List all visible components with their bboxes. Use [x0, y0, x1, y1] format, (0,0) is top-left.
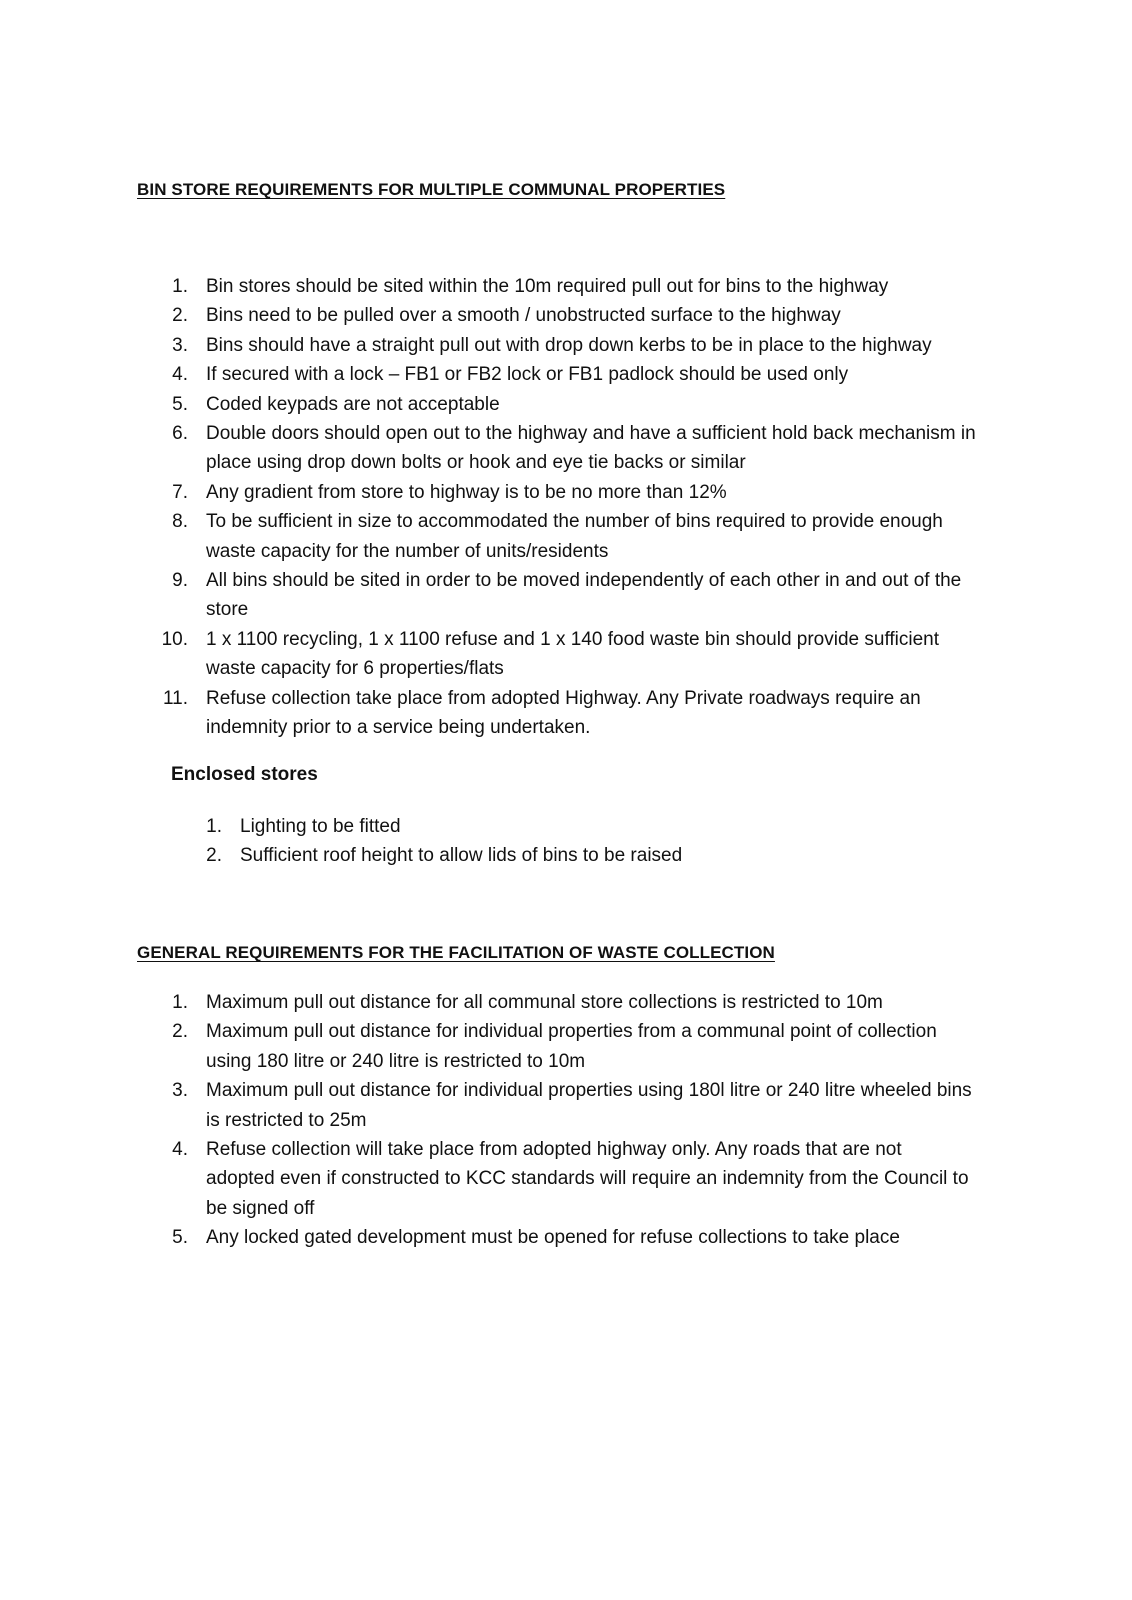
list-item-text-line: If secured with a lock – FB1 or FB2 lock or FB1 padlock should be used only	[206, 364, 849, 386]
enclosed-stores-list	[0, 812, 682, 871]
list-item	[0, 478, 976, 507]
list-item	[0, 272, 976, 301]
list-item-number: 1.	[172, 992, 188, 1013]
bin-store-requirements-list	[0, 272, 976, 743]
list-item-text-line: Maximum pull out distance for individual properties from a communal point of collection	[206, 1021, 937, 1043]
list-item-text-line: All bins should be sited in order to be moved independently of each other in and out of the	[206, 570, 962, 592]
list-item	[0, 566, 976, 625]
section-heading-general-requirements: GENERAL REQUIREMENTS FOR THE FACILITATION OF WASTE COLLECTION	[137, 943, 775, 962]
list-item	[0, 841, 682, 870]
list-item	[0, 1076, 972, 1135]
list-item-text-line: indemnity prior to a service being undertaken.	[206, 717, 591, 739]
list-item-text-line: be signed off	[206, 1197, 315, 1219]
list-item-text-line: Refuse collection take place from adopted Highway. Any Private roadways require an	[206, 687, 921, 709]
list-item-text-line: Maximum pull out distance for all communal store collections is restricted to 10m	[206, 992, 883, 1013]
list-item-number: 8.	[172, 511, 188, 533]
list-item-text-line: Bins should have a straight pull out with drop down kerbs to be in place to the highway	[206, 334, 932, 356]
general-requirements-list	[0, 988, 972, 1253]
list-item-text-line: Double doors should open out to the highway and have a sufficient hold back mechanism in	[206, 423, 976, 445]
list-item-number: 3.	[172, 1080, 188, 1102]
list-item-text-line: To be sufficient in size to accommodated the number of bins required to provide enough	[206, 511, 943, 533]
list-item	[0, 684, 976, 743]
list-item-number: 2.	[172, 305, 188, 327]
list-item-number: 5.	[172, 393, 188, 415]
list-item	[0, 390, 976, 419]
list-item	[0, 507, 976, 566]
list-item-number: 1.	[206, 816, 222, 837]
section-heading-bin-store: BIN STORE REQUIREMENTS FOR MULTIPLE COMMUNAL PROPERTIES	[137, 180, 726, 199]
list-item-number: 5.	[172, 1227, 188, 1249]
list-item-text-line: using 180 litre or 240 litre is restricted to 10m	[206, 1050, 586, 1072]
list-item-text-line: place using drop down bolts or hook and eye tie backs or similar	[206, 452, 746, 474]
list-item-number: 4.	[172, 1139, 188, 1161]
list-item-number: 2.	[172, 1021, 188, 1043]
list-item-number: 6.	[172, 423, 188, 445]
list-item-text-line: adopted even if constructed to KCC standards will require an indemnity from the Council to	[206, 1168, 969, 1190]
list-item-text-line: Any gradient from store to highway is to be no more than 12%	[206, 481, 727, 503]
list-item-text-line: 1 x 1100 recycling, 1 x 1100 refuse and 1 x 140 food waste bin should provide sufficient	[206, 628, 940, 650]
list-item-text-line: Maximum pull out distance for individual properties using 180l litre or 240 litre wheeled bins	[206, 1080, 972, 1102]
list-item	[0, 1017, 972, 1076]
list-item-text-line: waste capacity for the number of units/residents	[206, 540, 609, 562]
list-item-text-line: waste capacity for 6 properties/flats	[206, 658, 504, 680]
list-item-text-line: Any locked gated development must be opened for refuse collections to take place	[206, 1227, 900, 1249]
list-item-text-line: is restricted to 25m	[206, 1109, 367, 1131]
list-item-text-line: Lighting to be fitted	[240, 816, 401, 837]
list-item-text-line: Bins need to be pulled over a smooth / unobstructed surface to the highway	[206, 305, 841, 327]
subheading-enclosed-stores: Enclosed stores	[171, 764, 318, 785]
list-item-number: 2.	[206, 845, 222, 867]
list-item-text-line: store	[206, 599, 249, 621]
list-item-number: 3.	[172, 334, 188, 356]
list-item-text-line: Coded keypads are not acceptable	[206, 393, 500, 415]
list-item	[0, 988, 972, 1017]
list-item	[0, 419, 976, 478]
list-item	[0, 625, 976, 684]
list-item-number: 4.	[172, 364, 188, 386]
list-item-number: 10.	[161, 628, 188, 650]
list-item	[0, 331, 976, 360]
list-item-number: 1.	[172, 276, 188, 297]
list-item-number: 7.	[172, 481, 188, 503]
list-item	[0, 1223, 972, 1252]
list-item-number: 11.	[162, 687, 188, 709]
list-item	[0, 1135, 972, 1223]
list-item-number: 9.	[172, 570, 188, 592]
list-item-text-line: Bin stores should be sited within the 10m required pull out for bins to the highway	[206, 276, 889, 297]
list-item	[0, 301, 976, 330]
list-item-text-line: Sufficient roof height to allow lids of bins to be raised	[240, 845, 683, 867]
list-item-text-line: Refuse collection will take place from adopted highway only. Any roads that are not	[206, 1139, 902, 1161]
list-item	[0, 812, 682, 841]
list-item	[0, 360, 976, 389]
